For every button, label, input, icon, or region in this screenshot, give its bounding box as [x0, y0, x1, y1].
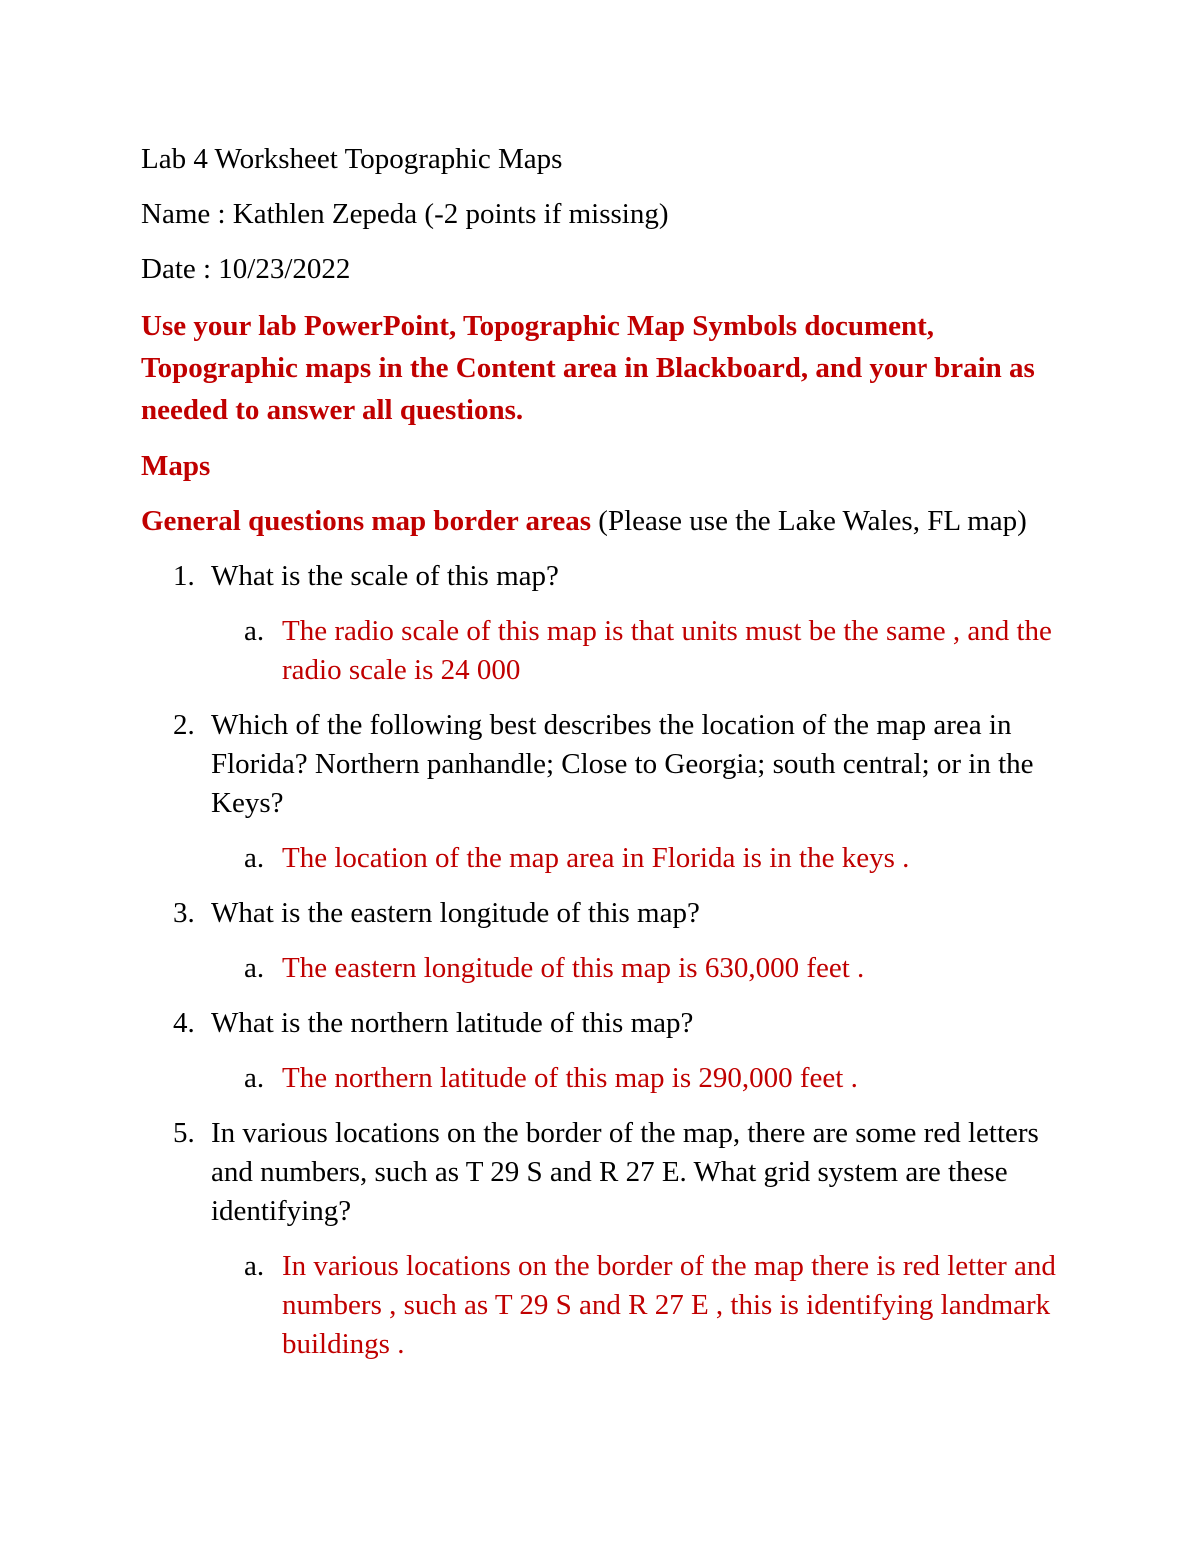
- answer-letter: a.: [244, 1062, 265, 1094]
- answer-letter: a.: [244, 615, 265, 647]
- answer-text: The location of the map area in Florida is in the keys .: [282, 842, 910, 874]
- question-text: Which of the following best describes the location of the map area in Florida? Northern panhandle; Close to Georgia; south central; or in the Keys?: [211, 709, 1034, 819]
- answer-text: The northern latitude of this map is 290,000 feet .: [282, 1062, 858, 1094]
- question-number: 4.: [173, 1007, 195, 1039]
- date-line: Date : 10/23/2022: [141, 253, 351, 285]
- answer-3: [141, 949, 1081, 988]
- answer-text: In various locations on the border of the map there is red letter and numbers , such as T 29 S and R 27 E , this is identifying landmark buildings .: [282, 1250, 1056, 1360]
- question-4: [141, 1004, 1081, 1043]
- question-text: In various locations on the border of the map, there are some red letters and numbers, such as T 29 S and R 27 E. What grid system are these identifying?: [211, 1117, 1039, 1227]
- general-questions-heading: [141, 502, 1081, 541]
- question-text: What is the northern latitude of this map?: [211, 1007, 694, 1039]
- question-1: [141, 557, 1081, 596]
- name-line: Name : Kathlen Zepeda (-2 points if missing): [141, 198, 669, 230]
- question-number: 5.: [173, 1117, 195, 1149]
- question-number: 3.: [173, 897, 195, 929]
- answer-text: The eastern longitude of this map is 630,000 feet .: [282, 952, 865, 984]
- general-heading-label: General questions map border areas: [141, 505, 592, 537]
- question-text: What is the eastern longitude of this map?: [211, 897, 700, 929]
- answer-letter: a.: [244, 952, 265, 984]
- instructions: Use your lab PowerPoint, Topographic Map Symbols document, Topographic maps in the Content area in Blackboard, and your brain as needed to answer all questions.: [141, 310, 1035, 426]
- question-number: 2.: [173, 709, 195, 741]
- section-heading-maps: Maps: [141, 450, 211, 482]
- answer-5: [141, 1247, 1081, 1364]
- general-heading-note: (Please use the Lake Wales, FL map): [591, 505, 1027, 537]
- question-3: [141, 894, 1081, 933]
- answer-letter: a.: [244, 842, 265, 874]
- answer-2: [141, 839, 1081, 878]
- question-5: [141, 1114, 1081, 1231]
- answer-letter: a.: [244, 1250, 265, 1282]
- question-text: What is the scale of this map?: [211, 560, 559, 592]
- question-2: [141, 706, 1081, 823]
- document-page: [141, 140, 1081, 1380]
- question-number: 1.: [173, 560, 195, 592]
- answer-4: [141, 1059, 1081, 1098]
- answer-text: The radio scale of this map is that units must be the same , and the radio scale is 24 000: [282, 615, 1052, 686]
- answer-1: [141, 612, 1081, 690]
- worksheet-title: Lab 4 Worksheet Topographic Maps: [141, 143, 563, 175]
